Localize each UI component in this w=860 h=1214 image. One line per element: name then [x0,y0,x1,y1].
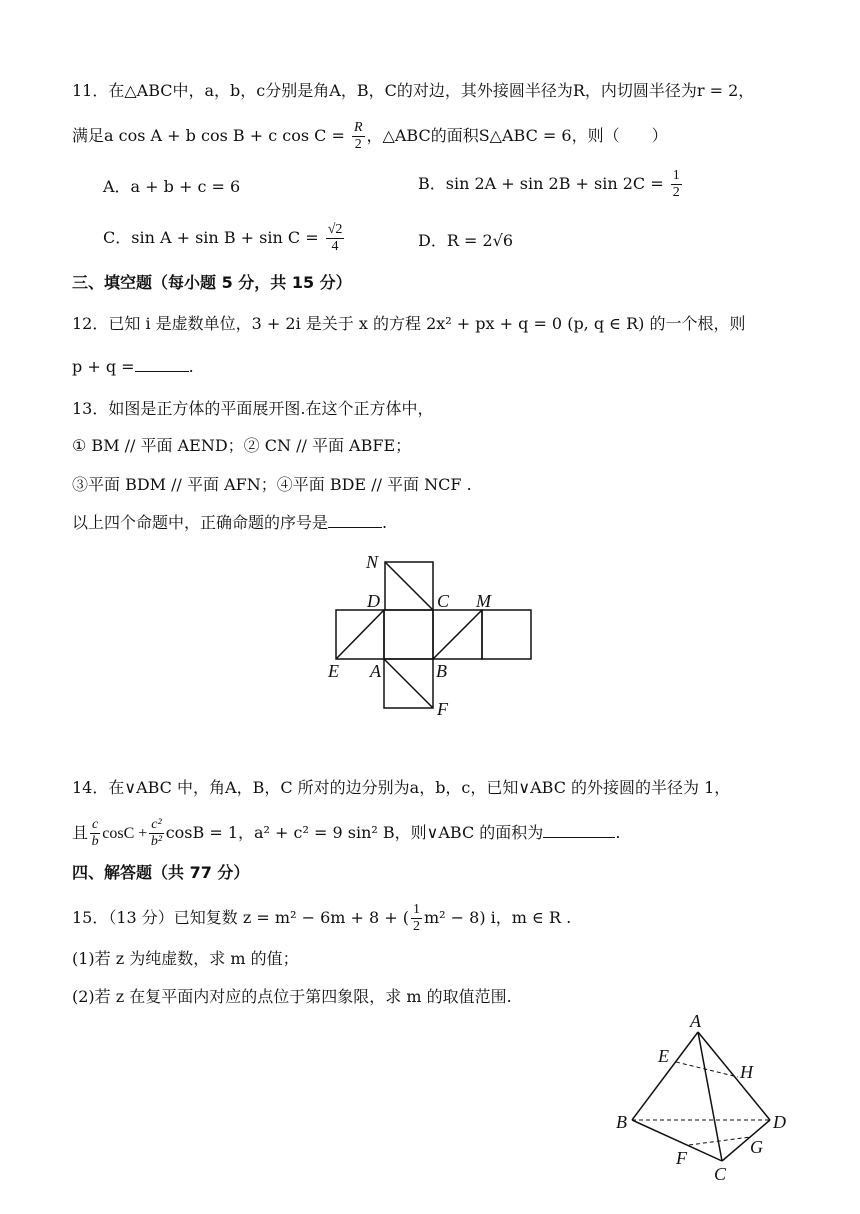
q11-option-a: A．a + b + c = 6 [103,177,241,196]
section-3-heading: 三、填空题（每小题 5 分，共 15 分） [72,273,352,292]
cube-net-figure [320,548,550,723]
q12-line1: 12．已知 i 是虚数单位，3 + 2i 是关于 x 的方程 2x² + px + q = 0 (p, q ∈ R) 的一个根，则 [72,314,746,333]
net-label-m: M [476,591,491,611]
q13-line3: ③平面 BDM // 平面 AFN；④平面 BDE // 平面 NCF . [72,475,472,494]
q11-line2-post: ，△ABC的面积S△ABC = 6，则（ ） [366,126,668,145]
tetra-label-b: B [616,1112,627,1132]
q13-line4: 以上四个命题中，正确命题的序号是 . [72,513,388,532]
net-label-n: N [366,552,379,572]
net-label-b: B [436,661,447,681]
q13-line2: ① BM // 平面 AEND；② CN // 平面 ABFE； [72,436,412,455]
q14-line1: 14．在∨ABC 中，角A，B，C 所对的边分别为a，b，c，已知∨ABC 的外接圆的半径为 1， [72,778,731,797]
tetra-label-c: C [714,1164,727,1184]
tetrahedron-figure [610,1008,800,1188]
q13-line1: 13．如图是正方体的平面展开图.在这个正方体中， [72,399,434,418]
q14-answer-blank [543,823,615,838]
q11-option-b: B．sin 2A + sin 2B + sin 2C = $\frac{1}{2}$ [418,168,680,200]
q15-part1: (1)若 z 为纯虚数，求 m 的值； [72,949,299,968]
q15-part2: (2)若 z 在复平面内对应的点位于第四象限，求 m 的取值范围. [72,987,512,1006]
net-label-e: E [328,661,339,681]
q11-fraction: $\frac{R}{2}$ [353,120,363,152]
q11-line1: 11．在△ABC中，a，b，c分别是角A，B，C的对边，其外接圆半径为R，内切圆半径为r = 2， [72,81,755,100]
net-label-a: A [370,661,381,681]
section-4-heading: 四、解答题（共 77 分） [72,863,250,882]
q12-line2: p + q = . [72,357,194,376]
tetra-label-g: G [750,1137,763,1157]
q12-answer-blank [135,357,189,372]
q11-line2 [72,120,668,153]
q15-line1: 15．（13 分）已知复数 z = m² − 6m + 8 + ( $\frac{1}{2}$ m² − 8) i，m ∈ R . [72,902,572,934]
q11-option-d: D．R = 2√6 [418,231,514,250]
tetra-label-h: H [740,1062,753,1082]
tetra-label-e: E [658,1046,669,1066]
tetra-label-d: D [773,1112,786,1132]
q13-answer-blank [328,513,382,528]
tetra-label-a: A [690,1011,701,1031]
net-label-c: C [437,591,450,611]
q11-option-c: C．sin A + sin B + sin C = $\frac{√2}{4}$ [103,222,343,254]
q11-line2-pre: 满足a cos A + b cos B + c cos C = [72,126,350,145]
tetra-label-f: F [676,1148,687,1168]
net-label-d: D [367,591,380,611]
q14-line2: 且 $\frac{c}{b}$ cosC + $\frac{\text{c²}}{\text{b²}}$ cosB = 1，a² + c² = 9 sin² B，则∨ABC 的面积为 . [72,817,621,849]
net-label-f: F [437,699,448,719]
